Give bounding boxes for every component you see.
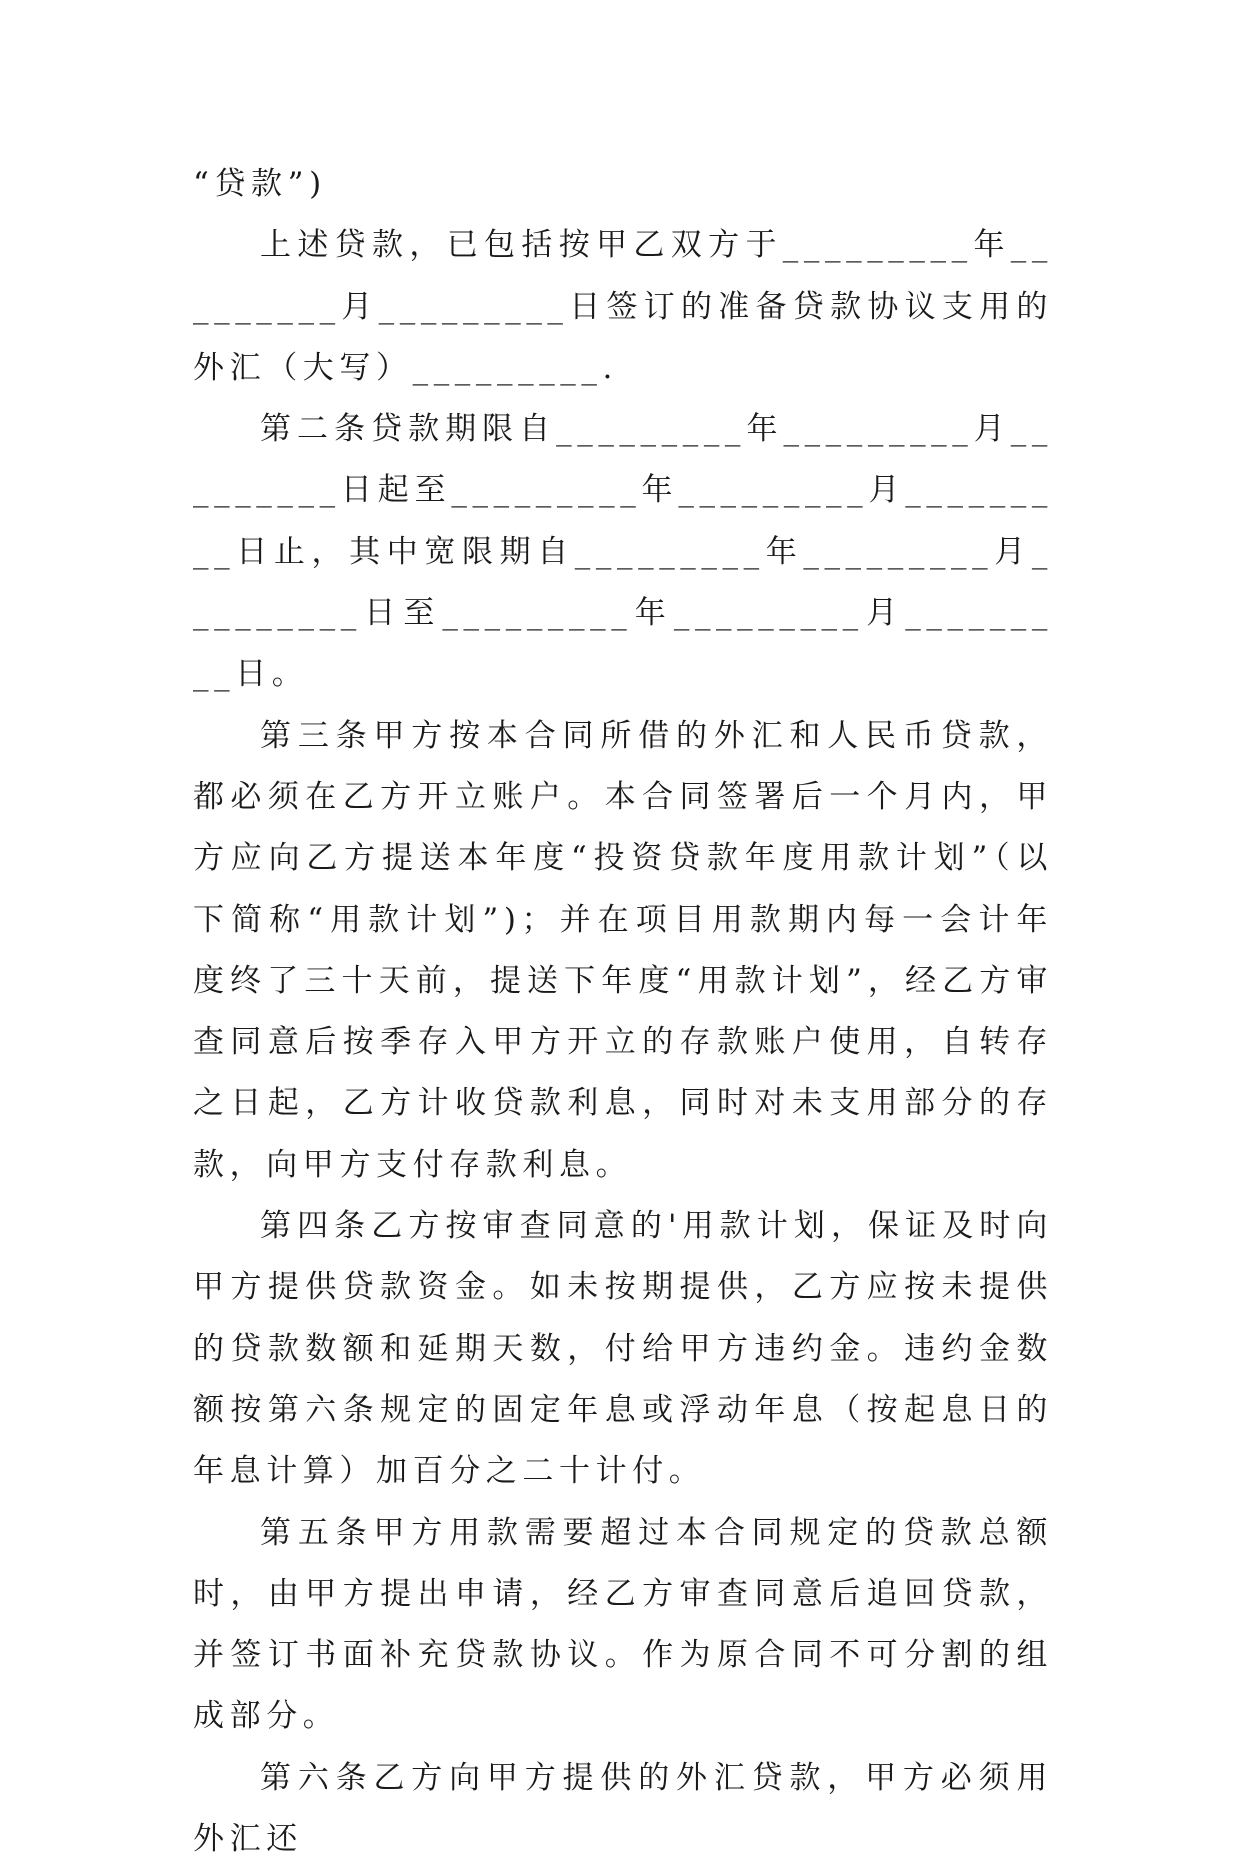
paragraph-article-3-accounts: 第三条甲方按本合同所借的外汇和人民币贷款，都必须在乙方开立账户。本合同签署后一个月内，甲方应向乙方提送本年度“投资贷款年度用款计划”（以下简称“用款计划”)；并在项目用款期内每一会计年度终了三十天前，提送下年度“用款计划”，经乙方审查同意后按季存入甲方开立的存款账户使用，自转存之日起，乙方计收贷款利息，同时对未支用部分的存款，向甲方支付存款利息。 — [193, 717, 1053, 1183]
paragraph-continuation: “贷款”) — [193, 166, 327, 202]
paragraph-loan-includes: 上述贷款，已包括按甲乙双方于_________年_________月_________日签订的准备贷款协议支用的外汇（大写）_________. — [193, 227, 1053, 386]
paragraph-article-4-funding: 第四条乙方按审查同意的'用款计划，保证及时向甲方提供贷款资金。如未按期提供，乙方应按未提供的贷款数额和延期天数，付给甲方违约金。违约金数额按第六条规定的固定年息或浮动年息（按起息日的年息计算）加百分之二十计付。 — [193, 1208, 1053, 1490]
paragraph-article-2-loan-term: 第二条贷款期限自_________年_________月_________日起至_________年_________月_________日止，其中宽限期自_________年_________月_________日至_________年_________月_________日。 — [193, 411, 1053, 693]
paragraph-article-5-additional-loan: 第五条甲方用款需要超过本合同规定的贷款总额时，由甲方提出申请，经乙方审查同意后追回贷款，并签订书面补充贷款协议。作为原合同不可分割的组成部分。 — [193, 1514, 1053, 1735]
document-body — [193, 154, 1053, 1870]
paragraph-article-6-repayment: 第六条乙方向甲方提供的外汇贷款，甲方必须用外汇还 — [193, 1759, 1053, 1858]
